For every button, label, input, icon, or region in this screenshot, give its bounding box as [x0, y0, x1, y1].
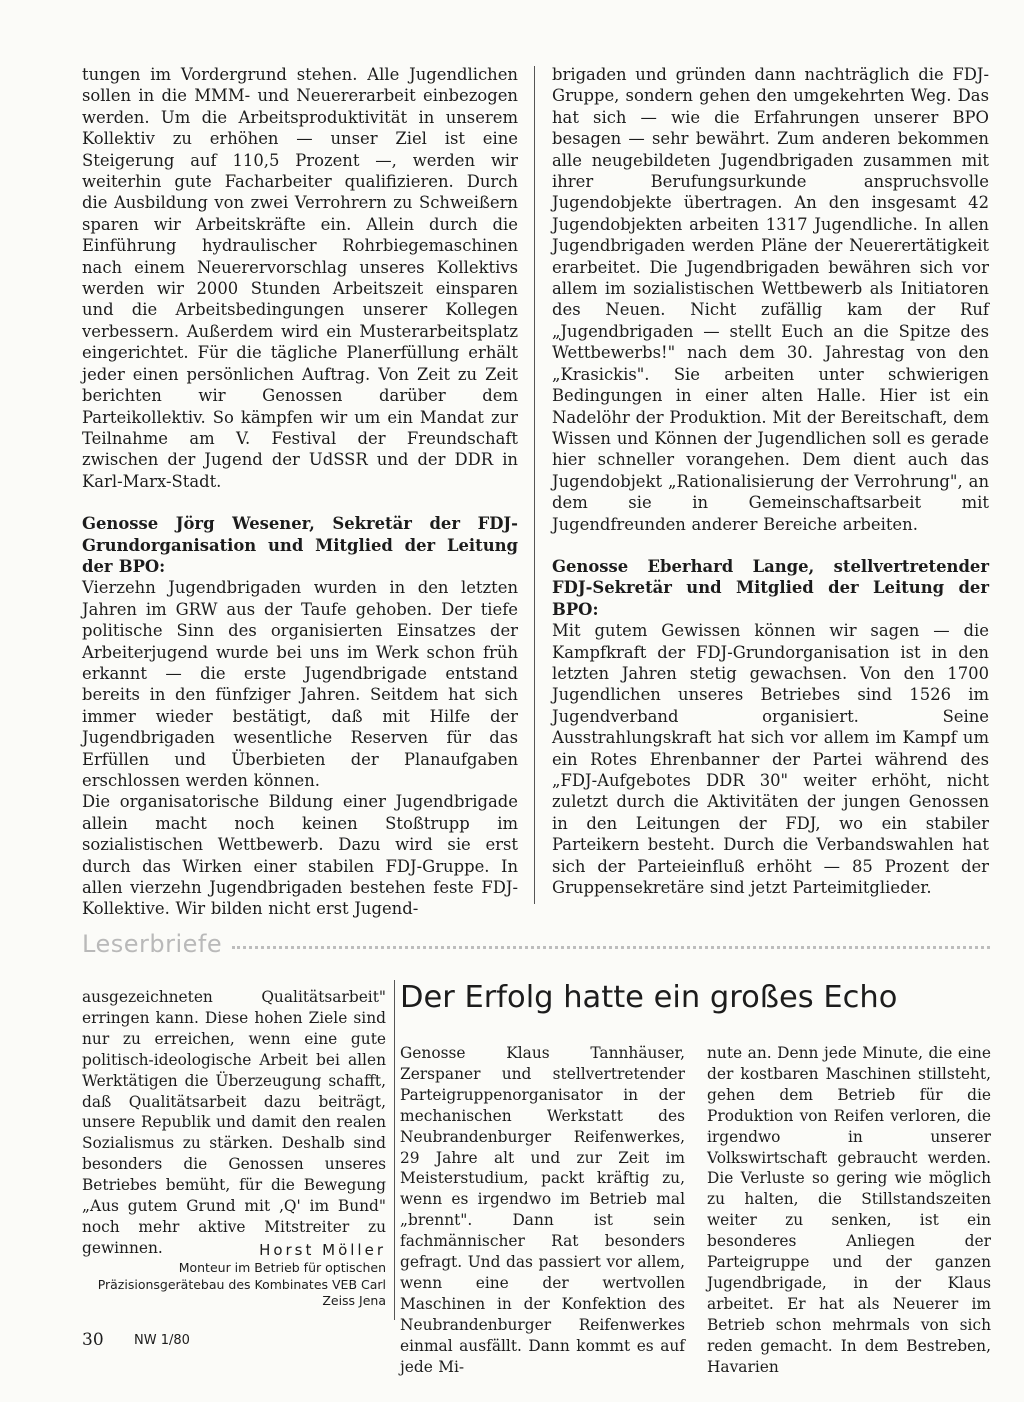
rubric-dotted-rule — [232, 946, 990, 949]
paragraph: nute an. Denn jede Minute, die eine der kostbaren Maschinen stillsteht, gehen dem Betrieb für die Produktion von Reifen verloren, die irgendwo in unserer Volkswirtschaft gebraucht werden. Die Verluste so gering wie möglich zu halten, die Stillstandszeiten weiter zu senken, ist ein besonderes Anliegen der Parteigruppe und der ganzen Jugendbrigade, in der Klaus arbeitet. Er hat als Neuerer im Betrieb schon mehrmals von sich reden gemacht. In dem Bestreben, Havarien — [707, 1044, 991, 1376]
reader-letter — [82, 987, 386, 1259]
letter-author-position: Monteur im Betrieb für optischen Präzisionsgerätebau des Kombinates VEB Carl Zeiss Jena — [97, 1260, 386, 1308]
letter-signature — [82, 1240, 386, 1310]
letter-author: Horst Möller — [259, 1241, 386, 1259]
letter-text: ausgezeichneten Qualitätsarbeit" erringen kann. Diese hohen Ziele sind nur zu erreichen, wenn eine gute politisch-ideologische Arbeit bei allen Werktätigen die Überzeugung schafft, daß Qualitätsarbeit dazu beiträgt, unsere Republik und damit den realen Sozialismus zu stärken. Deshalb sind besonders die Genossen unseres Betriebes bemüht, für die Bewegung „Aus gutem Grund mit ‚Q' im Bund" noch mehr aktive Mitstreiter zu gewinnen. — [82, 988, 386, 1257]
paragraph: Die organisatorische Bildung einer Jugendbrigade allein macht noch keinen Stoßtrupp im sozialistischen Wettbewerb. Dazu wird sie erst durch das Wirken einer stabilen FDJ-Gruppe. In allen vierzehn Jugendbrigaden bestehen feste FDJ-Kollektive. Wir bilden nicht erst Jugend- — [82, 792, 518, 919]
top-left-column — [82, 64, 518, 920]
paragraph: Genosse Klaus Tannhäuser, Zerspaner und stellvertretender Parteigruppenorganisator in der mechanischen Werkstatt des Neubrandenburger Reifenwerkes, 29 Jahre alt und zur Zeit im Meisterstudium, packt kräftig zu, wenn es irgendwo im Betrieb mal „brennt". Dann ist sein fachmännischer Rat besonders gefragt. Und das passiert vor allem, wenn eine der wertvollen Maschinen in der Konfektion des Neubrandenburger Reifenwerkes einmal ausfällt. Dann kommt es auf jede Mi- — [400, 1044, 685, 1376]
speaker-heading: Genosse Eberhard Lange, stellvertretender FDJ-Sekretär und Mitglied der Leitung der BPO: — [552, 556, 989, 619]
speaker-heading: Genosse Jörg Wesener, Sekretär der FDJ-Grundorganisation und Mitglied der Leitung der BPO: — [82, 514, 518, 576]
article-title: Der Erfolg hatte ein großes Echo — [400, 980, 898, 1015]
article-column-1 — [400, 1043, 685, 1378]
article-column-2 — [707, 1043, 991, 1378]
article-divider — [394, 980, 395, 1320]
column-divider — [534, 66, 535, 904]
paragraph: Vierzehn Jugendbrigaden wurden in den letzten Jahren im GRW aus der Taufe gehoben. Der tiefe politische Sinn des organisierten Einsatzes der Arbeiterjugend wurde bei uns im Werk schon früh erkannt — die erste Jugendbrigade entstand bereits in den fünfziger Jahren. Seitdem hat sich immer wieder bestätigt, daß mit Hilfe der Jugendbrigaden wesentliche Reserven für das Erfüllen und Überbieten der Planaufgaben erschlossen werden können. — [82, 578, 518, 790]
paragraph: tungen im Vordergrund stehen. Alle Jugendlichen sollen in die MMM- und Neuererarbeit einbezogen werden. Um die Arbeitsproduktivität in unserem Kollektiv zu erhöhen — unser Ziel ist eine Steigerung auf 110,5 Prozent —, werden wir weiterhin gute Facharbeiter qualifizieren. Durch die Ausbildung von zwei Verrohrern zu Schweißern sparen wir Arbeitskräfte ein. Allein durch die Einführung hydraulischer Rohrbiegemaschinen nach einem Neuerervorschlag unseres Kollektivs werden wir 2000 Stunden Arbeitszeit einsparen und die Arbeitsbedingungen unserer Kollegen verbessern. Außerdem wird ein Musterarbeitsplatz eingerichtet. Für die tägliche Planerfüllung erhält jeder einen persönlichen Auftrag. Von Zeit zu Zeit berichten wir Genossen darüber dem Parteikollektiv. So kämpfen wir um ein Mandat zur Teilnahme am V. Festival der Freundschaft zwischen der Jugend der UdSSR und der DDR in Karl-Marx-Stadt. — [82, 65, 518, 491]
top-right-column — [552, 64, 989, 898]
paragraph: Mit gutem Gewissen können wir sagen — die Kampfkraft der FDJ-Grundorganisation ist in den letzten Jahren stetig gewachsen. Von den 1700 Jugendlichen unseres Betriebes sind 1526 im Jugendverband organisiert. Seine Ausstrahlungskraft hat sich vor allem im Kampf um ein Rotes Ehrenbanner der Partei während des „FDJ-Aufgebotes DDR 30" weiter erhöht, nicht zuletzt durch die Aktivitäten der jungen Genossen in den Leitungen der FDJ, wo ein stabiler Parteikern besteht. Durch die Verbandswahlen hat sich der Parteieinfluß erhöht — 85 Prozent der Gruppensekretäre sind jetzt Parteimitglieder. — [552, 621, 989, 898]
page-number: 30 — [82, 1330, 104, 1350]
paragraph: brigaden und gründen dann nachträglich die FDJ-Gruppe, sondern gehen den umgekehrten Weg. Das hat sich — wie die Erfahrungen unserer BPO besagen — sehr bewährt. Zum anderen bekommen alle neugebildeten Jugendbrigaden zusammen mit ihrer Berufungsurkunde anspruchsvolle Jugendobjekte übertragen. An den insgesamt 42 Jugendobjekten arbeiten 1317 Jugendliche. In allen Jugendbrigaden werden Pläne der Neuerertätigkeit erarbeitet. Die Jugendbrigaden bewähren sich vor allem im sozialistischen Wettbewerb als Initiatoren des Neuen. Nicht zufällig kam der Ruf „Jugendbrigaden — stellt Euch an die Spitze des Wettbewerbs!" nach dem 30. Jahrestag von den „Krasickis". Sie arbeiten unter schwierigen Bedingungen in einer alten Halle. Hier ist ein Nadelöhr der Produktion. Mit der Bereitschaft, dem Wissen und Können der Jugendlichen soll es gerade hier schneller vorangehen. Dem dient auch das Jugendobjekt „Rationalisierung der Verrohrung", an dem sie in Gemeinschaftsarbeit mit Jugendfreunden anderer Bereiche arbeiten. — [552, 65, 989, 534]
issue-label: NW 1/80 — [134, 1333, 190, 1348]
section-rubric: Leserbriefe — [82, 930, 223, 958]
